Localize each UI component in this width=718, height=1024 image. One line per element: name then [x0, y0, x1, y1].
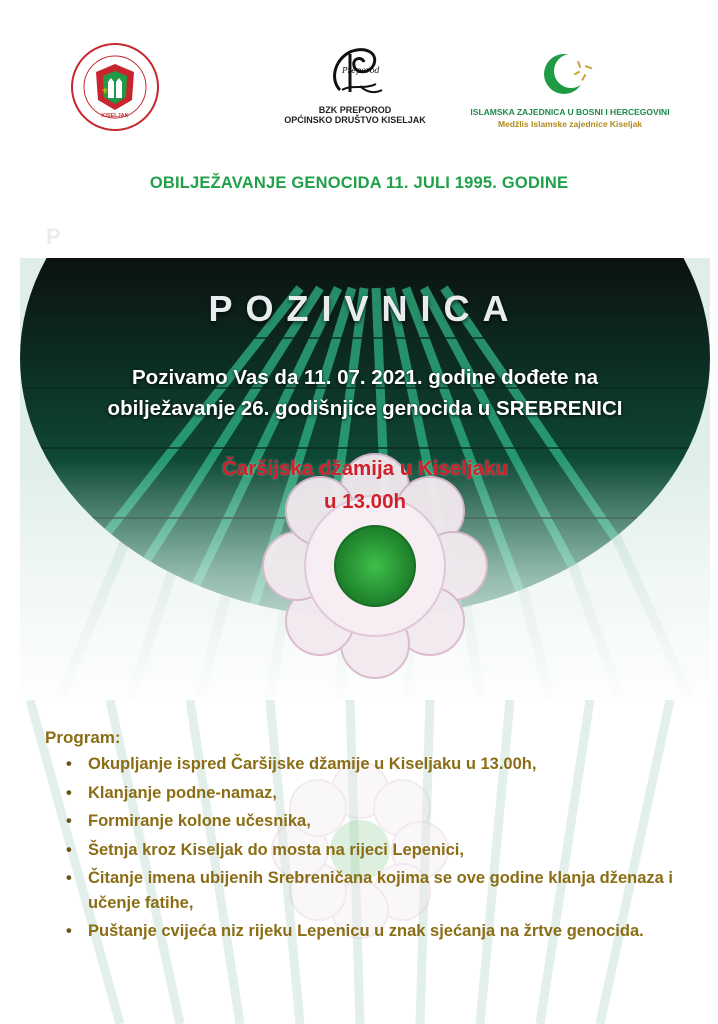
islamic-community-logo — [470, 50, 670, 129]
islamic-community-title: ISLAMSKA ZAJEDNICA U BOSNI I HERCEGOVINI — [470, 107, 670, 117]
list-item: • Puštanje cvijeća niz rijeku Lepenicu u znak sjećanja na žrtve genocida. — [60, 919, 700, 944]
list-item: • Čitanje imena ubijenih Srebreničana kojima se ove godine klanja dženaza i učenje fatihe, — [60, 866, 700, 915]
islamic-community-subtitle: Medžlis Islamske zajednice Kiseljak — [497, 119, 643, 129]
page-title: OBILJEŽAVANJE GENOCIDA 11. JULI 1995. GODINE — [149, 174, 569, 192]
invitation-heading: POZIVNICA — [208, 288, 522, 329]
veterans-association-logo — [70, 42, 160, 132]
event-location-line-1: Čaršijska džamija u Kiseljaku — [222, 457, 508, 480]
invitation-line-1: Pozivamo Vas da 11. 07. 2021. godine dođete na — [132, 366, 598, 389]
list-item: • Šetnja kroz Kiseljak do mosta na rijeci Lepenici, — [60, 838, 700, 863]
invitation-text — [20, 362, 710, 424]
program-list — [60, 752, 700, 948]
crescent-star-icon — [540, 50, 600, 98]
preporod-emblem-icon — [320, 40, 390, 98]
hero-banner — [20, 258, 710, 698]
program-heading: Program: — [45, 728, 121, 747]
list-item: • Formiranje kolone učesnika, — [60, 809, 700, 834]
preporod-logo — [265, 40, 445, 125]
preporod-subtitle: OPĆINSKO DRUŠTVO KISELJAK — [284, 115, 426, 125]
event-time: u 13.00h — [323, 490, 407, 513]
veterans-bottom-text: KISELJAK — [101, 113, 129, 119]
preporod-title: BZK PREPOROD — [318, 105, 392, 115]
faint-watermark-letter: P — [46, 224, 61, 249]
preporod-script: Preporod — [342, 66, 380, 75]
list-item: • Klanjanje podne-namaz, — [60, 781, 700, 806]
event-location — [20, 452, 710, 518]
invitation-line-2: obilježavanje 26. godišnjice genocida u SREBRENICI — [107, 397, 623, 420]
list-item: • Okupljanje ispred Čaršijske džamije u Kiseljaku u 13.00h, — [60, 752, 700, 777]
svg-text:⚜: ⚜ — [101, 87, 110, 97]
header — [0, 0, 718, 150]
